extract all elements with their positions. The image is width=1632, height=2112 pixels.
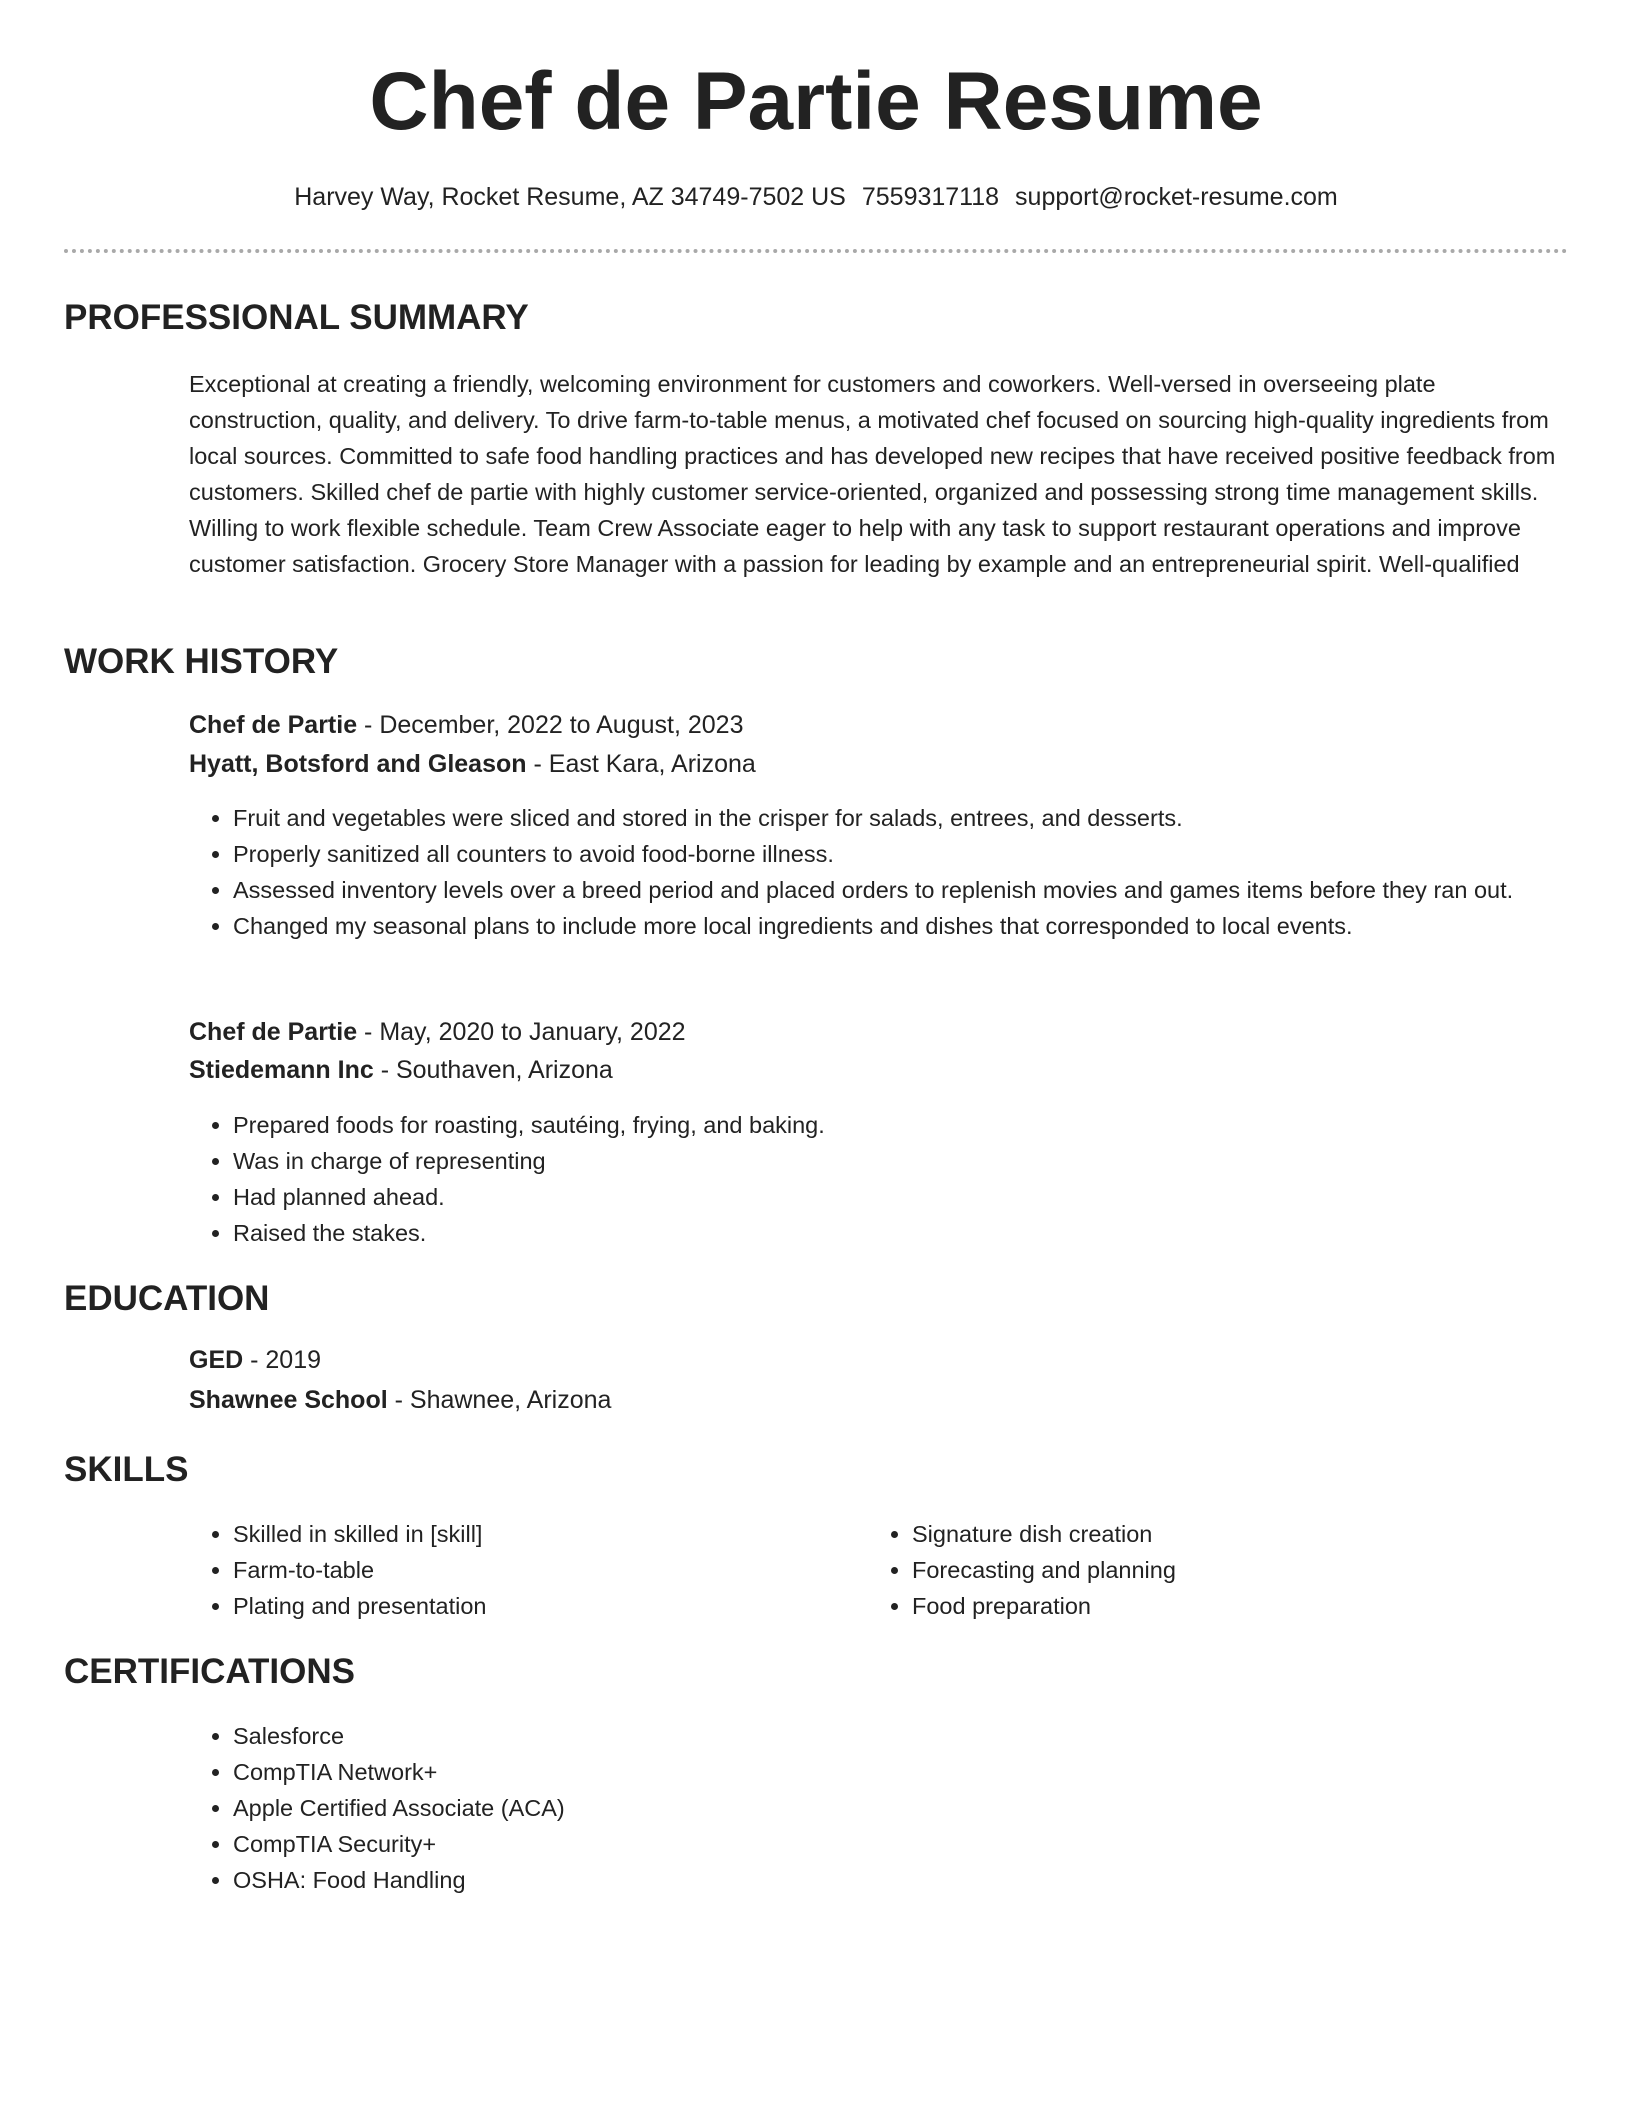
list-item: • Was in charge of representing: [233, 1143, 1608, 1179]
list-item: • Forecasting and planning: [912, 1552, 1592, 1588]
certifications-heading: CERTIFICATIONS: [64, 1652, 356, 1691]
job-2-title: Chef de Partie: [189, 1018, 358, 1046]
list-item: • Assessed inventory levels over a breed period and placed orders to replenish movies and games items before they ran out.: [233, 872, 1608, 908]
list-item: • Signature dish creation: [912, 1516, 1592, 1552]
list-item: • Prepared foods for roasting, sautéing, frying, and baking.: [233, 1107, 1608, 1143]
list-item: • Skilled in skilled in [skill]: [233, 1516, 833, 1552]
list-item: • CompTIA Security+: [233, 1826, 1608, 1862]
job-1-company-line: [189, 746, 756, 782]
job-1-title: Chef de Partie: [189, 711, 358, 739]
education-degree: GED: [189, 1346, 244, 1374]
list-item: • Raised the stakes.: [233, 1215, 1608, 1251]
list-item: • OSHA: Food Handling: [233, 1862, 1608, 1898]
contact-phone: 7559317118: [861, 183, 1000, 211]
list-item: • Had planned ahead.: [233, 1179, 1608, 1215]
list-item: • Salesforce: [233, 1718, 1608, 1754]
education-school-line: [189, 1382, 611, 1418]
list-item: • Fruit and vegetables were sliced and stored in the crisper for salads, entrees, and desserts.: [233, 800, 1608, 836]
work-history-heading: WORK HISTORY: [64, 642, 339, 681]
education-location: - Shawnee, Arizona: [387, 1386, 612, 1414]
job-2-dates: - May, 2020 to January, 2022: [357, 1018, 686, 1046]
summary-heading: PROFESSIONAL SUMMARY: [64, 298, 529, 337]
list-item: • Apple Certified Associate (ACA): [233, 1790, 1608, 1826]
list-item: • Properly sanitized all counters to avoid food-borne illness.: [233, 836, 1608, 872]
job-2-duties: [189, 1107, 1608, 1251]
job-1-location: - East Kara, Arizona: [526, 750, 756, 778]
job-2-title-line: [189, 1014, 686, 1050]
header-divider: [64, 249, 1568, 253]
resume-title: Chef de Partie Resume: [369, 56, 1263, 147]
list-item: • Changed my seasonal plans to include more local ingredients and dishes that corresponded to local events.: [233, 908, 1608, 944]
skills-list-right: [868, 1516, 1592, 1624]
list-item: • CompTIA Network+: [233, 1754, 1608, 1790]
skills-heading: SKILLS: [64, 1450, 189, 1489]
education-year: - 2019: [243, 1346, 322, 1374]
education-degree-line: [189, 1342, 321, 1378]
certifications-list: [189, 1718, 1608, 1898]
education-school: Shawnee School: [189, 1386, 388, 1414]
job-1-company: Hyatt, Botsford and Gleason: [189, 750, 527, 778]
summary-text: Exceptional at creating a friendly, welcoming environment for customers and coworkers. Well-versed in overseeing plate construction, quality, and delivery. To drive farm-to-table menus, a motivated chef focused on sourcing high-quality ingredients from local sources. Committed to safe food handling practices and has developed new recipes that have received positive feedback from customers. Skilled chef de partie with highly customer service-oriented, organized and possessing strong time management skills. Willing to work flexible schedule. Team Crew Associate eager to help with any task to support restaurant operations and improve customer satisfaction. Grocery Store Manager with a passion for leading by example and an entrepreneurial spirit. Well-qualified: [189, 371, 1556, 577]
list-item: • Plating and presentation: [233, 1588, 833, 1624]
education-heading: EDUCATION: [64, 1279, 270, 1318]
job-1-duties: [189, 800, 1608, 944]
list-item: • Farm-to-table: [233, 1552, 833, 1588]
job-2-location: - Southaven, Arizona: [373, 1056, 613, 1084]
contact-line: [0, 180, 1632, 214]
skills-list-left: [189, 1516, 833, 1624]
contact-address: Harvey Way, Rocket Resume, AZ 34749-7502 US: [294, 183, 846, 211]
job-1-dates: - December, 2022 to August, 2023: [357, 711, 744, 739]
list-item: • Food preparation: [912, 1588, 1592, 1624]
job-2-company-line: [189, 1052, 613, 1088]
contact-email: support@rocket-resume.com: [1015, 183, 1338, 211]
job-2-company: Stiedemann Inc: [189, 1056, 374, 1084]
job-1-title-line: [189, 707, 743, 743]
